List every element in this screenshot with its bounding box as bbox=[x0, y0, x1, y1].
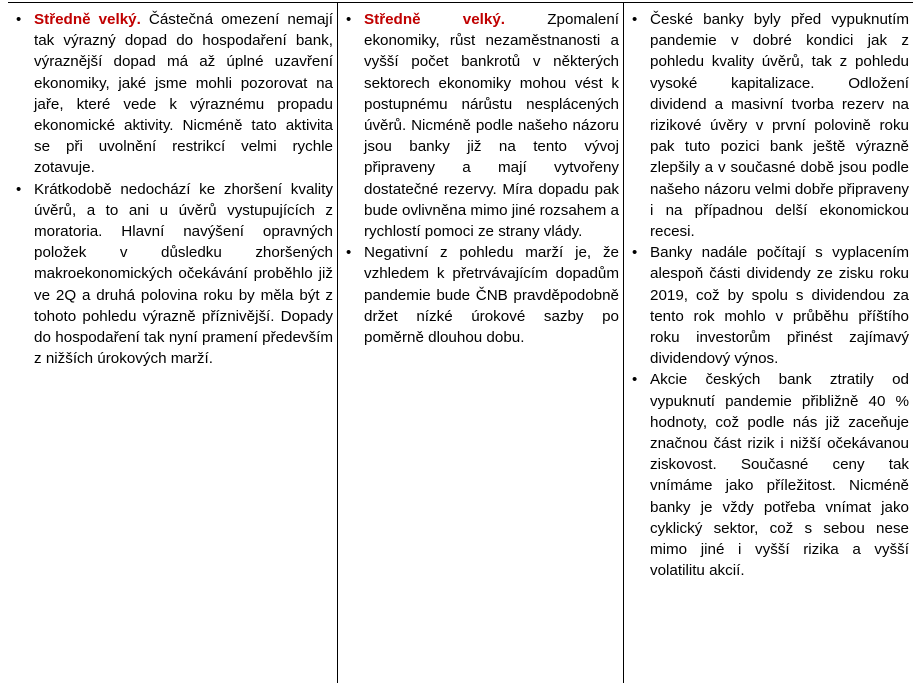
item-text: České banky byly před vypuknutím pandemie v dobré kondici jak z pohledu kvality úvěrů, tak z pohledu vysoké kapitalizace. Odložení dividend a masivní tvorba rezerv na rizikové úvěry v první polovině roku pak tuto pozici bank ještě výrazně zlepšily a v současné době jsou podle našeho názoru velmi dobře připraveny i na případnou delší ekonomickou recesi. bbox=[650, 11, 909, 241]
list-item bbox=[342, 242, 619, 348]
list-item bbox=[628, 369, 909, 581]
item-text: Krátkodobě nedochází ke zhoršení kvality úvěrů, a to ani u úvěrů vystupujících z moratoria. Hlavní navýšení opravných položek v důsledku zhoršených makroekonomických očekávání proběhlo již ve 2Q a druhá polovina roku by měla být z tohoto pohledu výrazně příznivější. Dopady do hospodaření tak nyní pramení především z nižších úrokových marží. bbox=[34, 180, 333, 368]
bullet-list bbox=[12, 9, 333, 369]
item-text: Banky nadále počítají s vyplacením alespoň části dividendy ze zisku roku 2019, což by spolu s dividendou za tento rok mohlo v průběhu příštího roku investorům přinést zajímavý dividendový výnos. bbox=[650, 244, 909, 368]
three-column-table bbox=[8, 2, 913, 683]
list-item bbox=[628, 242, 909, 369]
impact-label: Středně velký. bbox=[364, 11, 505, 28]
item-text: Negativní z pohledu marží je, že vzhledem k přetrvávajícím dopadům pandemie bude ČNB pravděpodobně držet nízké úrokové sazby po poměrně dlouhou dobu. bbox=[364, 244, 619, 347]
item-text: Částečná omezení nemají tak výrazný dopad do hospodaření bank, výraznější dopad má až úplné uzavření ekonomiky, jaké jsme mohli pozorovat na jaře, které vede k výraznému propadu ekonomické aktivity. Nicméně tato aktivita se při uvolnění restrikcí velmi rychle zotavuje. bbox=[34, 11, 333, 177]
list-item bbox=[342, 9, 619, 242]
column-1 bbox=[8, 3, 338, 683]
item-text: Zpomalení ekonomiky, růst nezaměstnanosti a vyšší počet bankrotů v některých sektorech ekonomiky mohou vést k postupnému nárůstu nesplácených úvěrů. Nicméně podle našeho názoru jsou banky již na tento vývoj připraveny a mají vytvořeny dostatečné rezervy. Míra dopadu pak bude ovlivněna mimo jiné rozsahem a rychlostí pomoci ze strany vlády. bbox=[364, 11, 619, 241]
bullet-list bbox=[628, 9, 909, 581]
list-item bbox=[12, 9, 333, 179]
list-item bbox=[628, 9, 909, 242]
impact-label: Středně velký. bbox=[34, 11, 141, 28]
bullet-list bbox=[342, 9, 619, 348]
column-2 bbox=[338, 3, 624, 683]
item-text: Akcie českých bank ztratily od vypuknutí pandemie přibližně 40 % hodnoty, což podle nás již zaceňuje značnou část rizik i nižší očekávanou ziskovost. Současné ceny tak vnímáme jako příležitost. Nicméně banky je vždy potřeba vnímat jako cyklický sektor, což s sebou nese mimo jiné i vyšší rizika a vyšší volatilitu akcií. bbox=[650, 371, 909, 580]
list-item bbox=[12, 179, 333, 370]
column-3 bbox=[624, 3, 913, 683]
